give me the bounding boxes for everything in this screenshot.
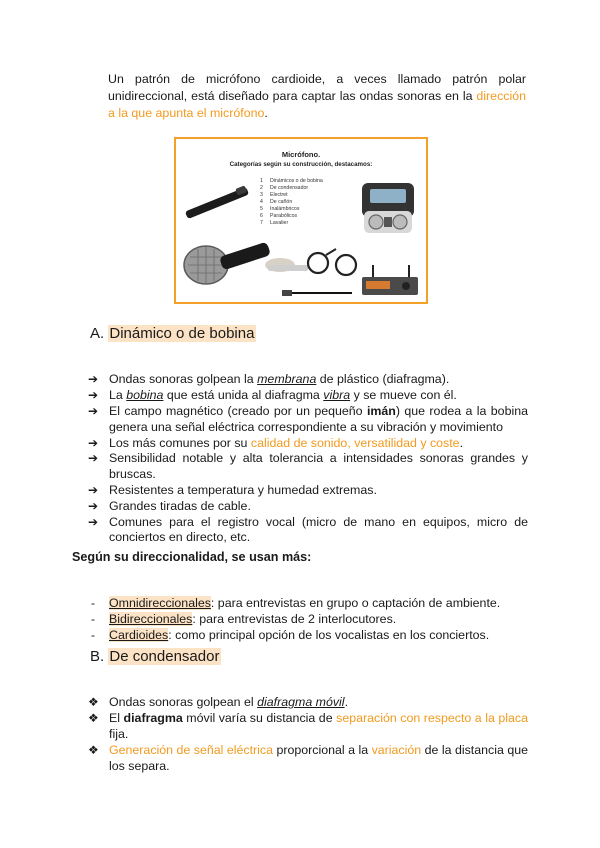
dash-bullet-icon: - (91, 612, 95, 627)
list-item (88, 743, 528, 775)
item-text: El campo magnético (creado por un pequeño (109, 403, 367, 418)
figure-item-num-6: 6 (260, 213, 263, 219)
figure-item-num-3: 3 (260, 192, 263, 198)
item-text: : para entrevistas de 2 interlocutores. (192, 612, 397, 627)
item-term: diafragma móvil (257, 695, 345, 710)
section-a-letter: A. (90, 325, 105, 342)
arrow-bullet-icon: ➔ (88, 372, 99, 387)
arrow-bullet-icon: ➔ (88, 451, 99, 466)
directional-list (88, 596, 528, 643)
item-term: bobina (126, 388, 164, 403)
list-item (88, 499, 528, 515)
microphone-figure (174, 137, 428, 304)
section-b-heading (90, 647, 221, 666)
intro-end: . (264, 106, 268, 120)
figure-item-num-2: 2 (260, 185, 263, 191)
item-text: fija. (109, 726, 129, 741)
arrow-bullet-icon: ➔ (88, 403, 99, 418)
item-text: Sensibilidad notable y alta tolerancia a intensidades sonoras grandes y bruscas. (109, 451, 528, 482)
item-term: Bidireccionales (109, 612, 193, 627)
recorder-icon (362, 183, 414, 233)
item-term: Omnidireccionales (109, 596, 211, 611)
item-text: Grandes tiradas de cable. (109, 498, 251, 513)
figure-title: Micrófono. (281, 150, 321, 159)
item-highlight: calidad de sonido, versatilidad y coste (250, 435, 460, 450)
item-text: : como principal opción de los vocalistas en los conciertos. (168, 627, 490, 642)
dash-bullet-icon: - (91, 596, 95, 611)
item-text: que está unida al diafragma (163, 388, 324, 403)
list-item (88, 483, 528, 499)
section-a-title: Dinámico o de bobina (109, 325, 255, 342)
intro-paragraph (108, 71, 526, 122)
section-b-list (88, 695, 528, 774)
list-item (88, 628, 528, 644)
arrow-bullet-icon: ➔ (88, 435, 99, 450)
item-term: membrana (257, 372, 317, 387)
item-text: La (109, 388, 127, 403)
diamond-bullet-icon: ❖ (88, 742, 99, 757)
item-text: Comunes para el registro vocal (micro de mano en equipos, micro de conciertos en directo, etc. (109, 514, 528, 545)
figure-item-num-1: 1 (260, 178, 263, 184)
figure-item-4: De cañón (270, 199, 293, 205)
arrow-bullet-icon: ➔ (88, 514, 99, 529)
arrow-bullet-icon: ➔ (88, 482, 99, 497)
list-item (88, 388, 528, 404)
item-text: : para entrevistas en grupo o captación de ambiente. (210, 596, 501, 611)
list-item (88, 515, 528, 547)
list-item (88, 596, 528, 612)
item-text: de la distancia que los separa. (109, 742, 528, 773)
figure-item-1: Dinámicos o de bobina (270, 178, 323, 184)
figure-item-7: Lavalier (270, 220, 289, 226)
section-a-list (88, 372, 528, 546)
list-item (88, 451, 528, 483)
section-a-heading (90, 324, 256, 343)
item-highlight: separación con respecto a la placa (336, 711, 528, 726)
dash-bullet-icon: - (91, 627, 95, 642)
figure-item-num-7: 7 (260, 220, 263, 226)
figure-item-5: Inalámbricos (270, 206, 300, 212)
intro-highlight: dirección a la que apunta el micrófono (108, 89, 526, 120)
section-b-title: De condensador (109, 648, 220, 665)
diamond-bullet-icon: ❖ (88, 695, 99, 710)
list-item (88, 612, 528, 628)
figure-item-num-5: 5 (260, 206, 263, 212)
list-item (88, 695, 528, 711)
item-bold: imán (366, 403, 396, 418)
arrow-bullet-icon: ➔ (88, 388, 99, 403)
diamond-bullet-icon: ❖ (88, 711, 99, 726)
directional-title: Según su direccionalidad, se usan más: (72, 550, 312, 564)
item-term: vibra (323, 388, 351, 403)
item-text: ) que rodea a la bobina genera una señal eléctrica correspondiente a su vibración y movimiento (109, 403, 528, 434)
arrow-bullet-icon: ➔ (88, 498, 99, 513)
figure-subtitle: Categorías según su construcción, destacamos: (229, 161, 373, 168)
figure-item-num-4: 4 (260, 199, 263, 205)
item-highlight: Generación de señal eléctrica (109, 742, 273, 757)
item-text: . (344, 695, 349, 710)
item-text: de plástico (diafragma). (316, 372, 450, 387)
item-text: Ondas sonoras golpean el (109, 695, 258, 710)
figure-item-2: De condensador (270, 185, 309, 191)
intro-text: Un patrón de micrófono cardioide, a veces llamado patrón polar unidireccional, está diseñado para captar las ondas sonoras en la (108, 72, 526, 103)
list-item (88, 711, 528, 743)
section-b-letter: B. (90, 648, 105, 665)
item-term: Cardioides (109, 627, 169, 642)
item-text: . (459, 435, 464, 450)
figure-item-6: Parabólicos (270, 213, 298, 219)
item-text: móvil varía su distancia de (182, 711, 337, 726)
microphone-collage-image (176, 139, 426, 302)
item-text: Ondas sonoras golpean la (109, 372, 258, 387)
item-highlight: variación (371, 742, 422, 757)
item-text: Resistentes a temperatura y humedad extremas. (109, 482, 377, 497)
item-text: y se mueve con él. (350, 388, 457, 403)
figure-item-3: Electret (270, 192, 288, 198)
item-text: proporcional a la (272, 742, 372, 757)
list-item (88, 404, 528, 436)
item-text: El (109, 711, 124, 726)
list-item (88, 436, 528, 452)
item-bold: diafragma (123, 711, 183, 726)
list-item (88, 372, 528, 388)
item-text: Los más comunes por su (109, 435, 251, 450)
